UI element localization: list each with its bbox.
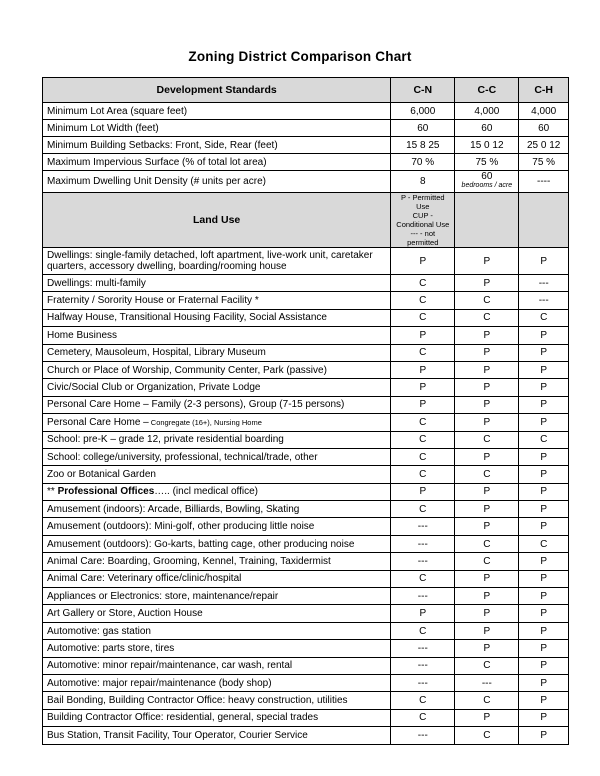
standard-ch: 60 xyxy=(519,120,569,137)
land-use-cc: P xyxy=(455,344,519,361)
land-use-label-text: Church or Place of Worship, Community Center, Park (passive) xyxy=(47,364,327,376)
density-body xyxy=(43,171,569,193)
land-use-row xyxy=(43,344,569,361)
standard-label: Maximum Impervious Surface (% of total lot area) xyxy=(43,154,391,171)
standard-cc: 75 % xyxy=(455,154,519,171)
land-use-row xyxy=(43,692,569,709)
land-use-cc: P xyxy=(455,640,519,657)
land-use-cc: P xyxy=(455,248,519,275)
standard-cn: 15 8 25 xyxy=(391,137,455,154)
land-use-prefix: ** xyxy=(47,486,58,498)
land-use-row xyxy=(43,483,569,500)
land-use-cn: --- xyxy=(391,518,455,535)
land-use-label xyxy=(43,431,391,448)
land-use-row xyxy=(43,640,569,657)
land-use-row xyxy=(43,361,569,378)
legend-permitted: P - Permitted Use xyxy=(400,193,445,211)
standard-cc: 15 0 12 xyxy=(455,137,519,154)
land-use-body xyxy=(43,248,569,745)
land-use-label-text: Civic/Social Club or Organization, Private Lodge xyxy=(47,382,261,394)
land-use-label-text: Halfway House, Transitional Housing Facility, Social Assistance xyxy=(47,312,327,324)
land-use-row xyxy=(43,448,569,465)
land-use-ch: P xyxy=(519,692,569,709)
land-use-label xyxy=(43,518,391,535)
land-use-cn: P xyxy=(391,327,455,344)
land-use-cc: C xyxy=(455,309,519,326)
legend-blank-ch xyxy=(519,193,569,248)
land-use-cc: C xyxy=(455,431,519,448)
land-use-cn: P xyxy=(391,361,455,378)
land-use-cc: C xyxy=(455,553,519,570)
land-use-label xyxy=(43,727,391,744)
land-use-label xyxy=(43,605,391,622)
land-use-label xyxy=(43,466,391,483)
land-use-ch: C xyxy=(519,309,569,326)
land-use-label-text: Bus Station, Transit Facility, Tour Operator, Courier Service xyxy=(47,729,308,741)
land-use-label xyxy=(43,709,391,726)
land-use-ch: P xyxy=(519,674,569,691)
standard-cc: 60 xyxy=(455,120,519,137)
land-use-label xyxy=(43,501,391,518)
land-use-ch: P xyxy=(519,501,569,518)
land-use-label xyxy=(43,396,391,413)
land-use-row xyxy=(43,248,569,275)
land-use-label xyxy=(43,448,391,465)
land-use-label-text: Personal Care Home – Family (2-3 persons), Group (7-15 persons) xyxy=(47,399,345,411)
land-use-label xyxy=(43,361,391,378)
land-use-ch: P xyxy=(519,640,569,657)
land-use-cn: C xyxy=(391,344,455,361)
legend-cell xyxy=(391,193,455,248)
land-use-label xyxy=(43,674,391,691)
land-use-ch: P xyxy=(519,448,569,465)
land-use-row xyxy=(43,588,569,605)
land-use-label-text: Amusement (outdoors): Go-karts, batting cage, other producing noise xyxy=(47,538,355,550)
land-use-cn: C xyxy=(391,709,455,726)
land-use-cc: P xyxy=(455,414,519,431)
land-use-row xyxy=(43,709,569,726)
land-use-row xyxy=(43,379,569,396)
land-use-label xyxy=(43,275,391,292)
land-use-cc: P xyxy=(455,709,519,726)
land-use-cc: C xyxy=(455,466,519,483)
land-use-ch: P xyxy=(519,605,569,622)
land-use-label-text: Home Business xyxy=(47,329,118,341)
standard-cn: 60 xyxy=(391,120,455,137)
land-use-cc: C xyxy=(455,535,519,552)
land-use-label-text: Building Contractor Office: residential, general, special trades xyxy=(47,712,319,724)
land-use-ch: --- xyxy=(519,275,569,292)
standard-row xyxy=(43,120,569,137)
land-use-label-text: Art Gallery or Store, Auction House xyxy=(47,608,203,620)
land-use-cn: C xyxy=(391,570,455,587)
land-use-row xyxy=(43,570,569,587)
density-label: Maximum Dwelling Unit Density (# units per acre) xyxy=(43,171,391,193)
land-use-cn: P xyxy=(391,396,455,413)
land-use-cc: C xyxy=(455,727,519,744)
land-use-ch: P xyxy=(519,344,569,361)
land-use-label-small: Congregate (16+), Nursing Home xyxy=(148,417,262,427)
land-use-label xyxy=(43,570,391,587)
land-use-cc: C xyxy=(455,657,519,674)
land-use-label xyxy=(43,640,391,657)
land-use-cc: P xyxy=(455,361,519,378)
land-use-label xyxy=(43,692,391,709)
land-use-row xyxy=(43,275,569,292)
density-row xyxy=(43,171,569,193)
density-cc-note: bedrooms / acre xyxy=(461,181,513,189)
land-use-ch: --- xyxy=(519,292,569,309)
land-use-label-text: School: college/university, professional, technical/trade, other xyxy=(47,451,318,463)
land-use-cc: P xyxy=(455,518,519,535)
land-use-cn: P xyxy=(391,248,455,275)
land-use-cc: C xyxy=(455,692,519,709)
land-use-cc: P xyxy=(455,483,519,500)
standard-row xyxy=(43,103,569,120)
land-use-cc: P xyxy=(455,448,519,465)
land-use-cn: P xyxy=(391,605,455,622)
land-use-label-text: Bail Bonding, Building Contractor Office: heavy construction, utilities xyxy=(47,695,348,707)
density-cc-value: 60 xyxy=(481,170,493,182)
land-use-label-text: Animal Care: Veterinary office/clinic/hospital xyxy=(47,573,242,585)
land-use-row xyxy=(43,553,569,570)
land-use-ch: P xyxy=(519,727,569,744)
standards-body xyxy=(43,103,569,171)
land-use-label xyxy=(43,553,391,570)
land-use-row xyxy=(43,396,569,413)
land-use-label xyxy=(43,327,391,344)
land-use-label xyxy=(43,535,391,552)
land-use-cc: P xyxy=(455,622,519,639)
land-use-label xyxy=(43,588,391,605)
land-use-row xyxy=(43,292,569,309)
land-use-cn: --- xyxy=(391,640,455,657)
legend-not-permitted: --- - not permitted xyxy=(407,229,439,247)
land-use-row xyxy=(43,674,569,691)
land-use-row xyxy=(43,466,569,483)
col-header-cn: C-N xyxy=(391,78,455,103)
land-use-cc: P xyxy=(455,275,519,292)
land-use-ch: C xyxy=(519,535,569,552)
land-use-row xyxy=(43,622,569,639)
standard-ch: 75 % xyxy=(519,154,569,171)
density-ch: ---- xyxy=(519,171,569,193)
land-use-label xyxy=(43,292,391,309)
land-use-label-text: School: pre-K – grade 12, private residential boarding xyxy=(47,434,284,446)
land-use-ch: P xyxy=(519,361,569,378)
land-use-row xyxy=(43,727,569,744)
land-use-cc: P xyxy=(455,588,519,605)
land-use-row xyxy=(43,657,569,674)
land-use-cn: C xyxy=(391,448,455,465)
land-use-cn: --- xyxy=(391,657,455,674)
land-use-ch: P xyxy=(519,466,569,483)
land-use-cn: P xyxy=(391,379,455,396)
land-use-label-text: Personal Care Home – xyxy=(47,416,149,428)
land-use-cc: P xyxy=(455,570,519,587)
land-use-row xyxy=(43,414,569,431)
land-use-cn: --- xyxy=(391,674,455,691)
land-use-label xyxy=(43,414,391,431)
standard-label: Minimum Lot Width (feet) xyxy=(43,120,391,137)
land-use-cn: --- xyxy=(391,535,455,552)
land-use-row xyxy=(43,518,569,535)
standards-header-label: Development Standards xyxy=(43,78,391,103)
land-use-label-text: Automotive: minor repair/maintenance, car wash, rental xyxy=(47,660,293,672)
land-use-cn: --- xyxy=(391,588,455,605)
land-use-label-text: Animal Care: Boarding, Grooming, Kennel, Training, Taxidermist xyxy=(47,555,331,567)
land-use-cc: P xyxy=(455,379,519,396)
land-use-label-text: Automotive: parts store, tires xyxy=(47,642,175,654)
land-use-header-row xyxy=(43,193,569,248)
land-use-label-text: Dwellings: single-family detached, loft apartment, live-work unit, caretaker quarters, accessory dwelling, boarding/rooming house xyxy=(47,250,373,272)
land-use-label xyxy=(43,622,391,639)
standard-label: Minimum Building Setbacks: Front, Side, Rear (feet) xyxy=(43,137,391,154)
land-use-label-text: Appliances or Electronics: store, maintenance/repair xyxy=(47,590,279,602)
land-use-ch: P xyxy=(519,379,569,396)
standard-ch: 25 0 12 xyxy=(519,137,569,154)
land-use-label-text: ….. (incl medical office) xyxy=(154,486,259,498)
land-use-ch: P xyxy=(519,570,569,587)
land-use-label xyxy=(43,483,391,500)
land-use-cc: --- xyxy=(455,674,519,691)
land-use-label-text: Fraternity / Sorority House or Fraternal Facility * xyxy=(47,295,259,307)
land-use-label-text: Cemetery, Mausoleum, Hospital, Library Museum xyxy=(47,347,266,359)
standard-row xyxy=(43,137,569,154)
land-use-ch: P xyxy=(519,518,569,535)
land-use-label xyxy=(43,344,391,361)
land-use-cn: --- xyxy=(391,553,455,570)
land-use-row xyxy=(43,605,569,622)
density-cn: 8 xyxy=(391,171,455,193)
land-use-ch: P xyxy=(519,396,569,413)
standard-cn: 70 % xyxy=(391,154,455,171)
legend-blank-cc xyxy=(455,193,519,248)
land-use-cc: P xyxy=(455,396,519,413)
col-header-ch: C-H xyxy=(519,78,569,103)
land-use-ch: P xyxy=(519,588,569,605)
land-use-cc: P xyxy=(455,327,519,344)
land-use-ch: P xyxy=(519,248,569,275)
land-use-ch: P xyxy=(519,327,569,344)
land-use-ch: P xyxy=(519,483,569,500)
density-cc xyxy=(455,171,519,193)
land-use-cn: C xyxy=(391,431,455,448)
land-use-row xyxy=(43,327,569,344)
land-use-cn: C xyxy=(391,501,455,518)
land-use-cc: P xyxy=(455,501,519,518)
land-use-ch: P xyxy=(519,553,569,570)
land-use-cn: --- xyxy=(391,727,455,744)
land-use-cc: C xyxy=(455,292,519,309)
page-title: Zoning District Comparison Chart xyxy=(188,49,412,64)
land-use-row xyxy=(43,431,569,448)
standard-ch: 4,000 xyxy=(519,103,569,120)
land-use-label xyxy=(43,309,391,326)
land-use-ch: C xyxy=(519,431,569,448)
standard-label: Minimum Lot Area (square feet) xyxy=(43,103,391,120)
land-use-row xyxy=(43,535,569,552)
land-use-cn: C xyxy=(391,292,455,309)
land-use-header-label: Land Use xyxy=(43,193,391,248)
standard-row xyxy=(43,154,569,171)
land-use-header-body xyxy=(43,193,569,248)
land-use-cn: C xyxy=(391,414,455,431)
land-use-label xyxy=(43,379,391,396)
col-header-cc: C-C xyxy=(455,78,519,103)
standard-cn: 6,000 xyxy=(391,103,455,120)
land-use-cn: C xyxy=(391,275,455,292)
land-use-label xyxy=(43,248,391,275)
land-use-ch: P xyxy=(519,414,569,431)
land-use-ch: P xyxy=(519,709,569,726)
land-use-label-text: Automotive: gas station xyxy=(47,625,151,637)
land-use-cn: C xyxy=(391,466,455,483)
land-use-cn: C xyxy=(391,622,455,639)
land-use-label-text: Amusement (outdoors): Mini-golf, other producing little noise xyxy=(47,521,315,533)
land-use-label-text: Automotive: major repair/maintenance (body shop) xyxy=(47,677,272,689)
legend-conditional: CUP - Conditional Use xyxy=(396,211,450,229)
standards-header-row xyxy=(43,78,569,103)
land-use-row xyxy=(43,309,569,326)
comparison-table xyxy=(42,77,569,745)
land-use-label-bold: Professional Offices xyxy=(57,486,155,498)
standard-cc: 4,000 xyxy=(455,103,519,120)
land-use-label-text: Amusement (indoors): Arcade, Billiards, Bowling, Skating xyxy=(47,503,300,515)
land-use-cn: C xyxy=(391,692,455,709)
land-use-ch: P xyxy=(519,657,569,674)
land-use-cn: C xyxy=(391,309,455,326)
land-use-row xyxy=(43,501,569,518)
land-use-ch: P xyxy=(519,622,569,639)
land-use-label-text: Dwellings: multi-family xyxy=(47,277,146,289)
land-use-label xyxy=(43,657,391,674)
land-use-cn: P xyxy=(391,483,455,500)
land-use-label-text: Zoo or Botanical Garden xyxy=(47,468,156,480)
land-use-cc: P xyxy=(455,605,519,622)
